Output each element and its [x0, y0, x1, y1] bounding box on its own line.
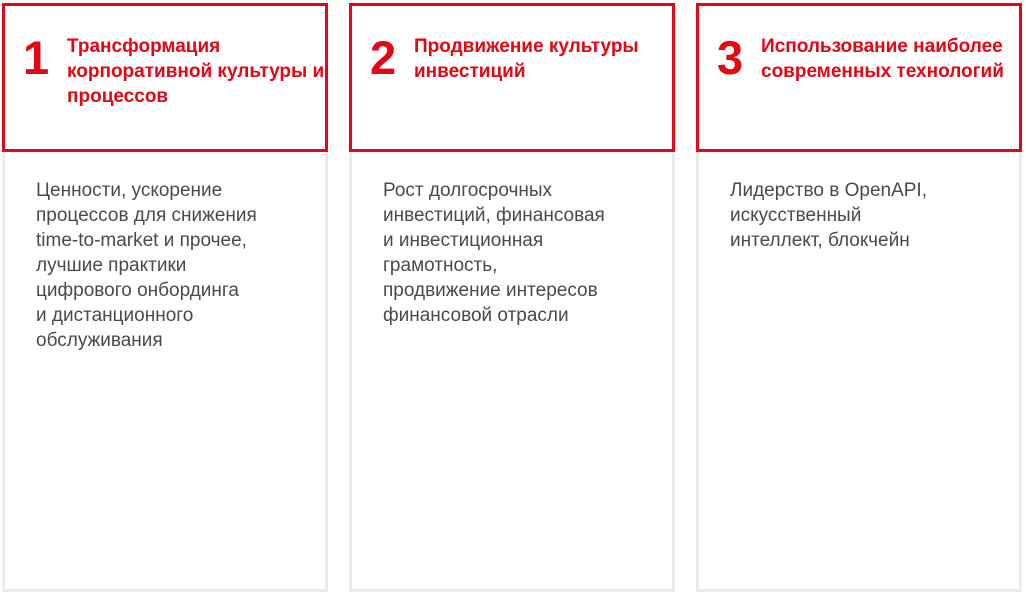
card-title: Трансформация корпоративной культуры и процессов	[67, 36, 325, 107]
card-body	[696, 152, 1022, 592]
card-description: Ценности, ускорение процессов для снижения time-to-market и прочее, лучшие практики цифрового онбординга и дистанционного обслуживания	[36, 180, 257, 351]
card-corporate-culture	[2, 3, 328, 592]
card-body	[349, 152, 675, 592]
card-description: Рост долгосрочных инвестиций, финансовая и инвестиционная грамотность, продвижение интересов финансовой отрасли	[383, 180, 605, 326]
card-number: 3	[717, 31, 744, 84]
card-description: Лидерство в OpenAPI, искусственный интеллект, блокчейн	[730, 180, 927, 251]
card-modern-technologies	[696, 3, 1022, 592]
card-number: 1	[23, 31, 50, 84]
card-title: Использование наиболее современных технологий	[761, 36, 1004, 82]
card-body	[2, 152, 328, 592]
card-investment-culture	[349, 3, 675, 592]
card-header	[696, 3, 1022, 152]
card-header	[2, 3, 328, 152]
card-header	[349, 3, 675, 152]
card-number: 2	[370, 31, 397, 84]
card-title: Продвижение культуры инвестиций	[414, 36, 639, 82]
